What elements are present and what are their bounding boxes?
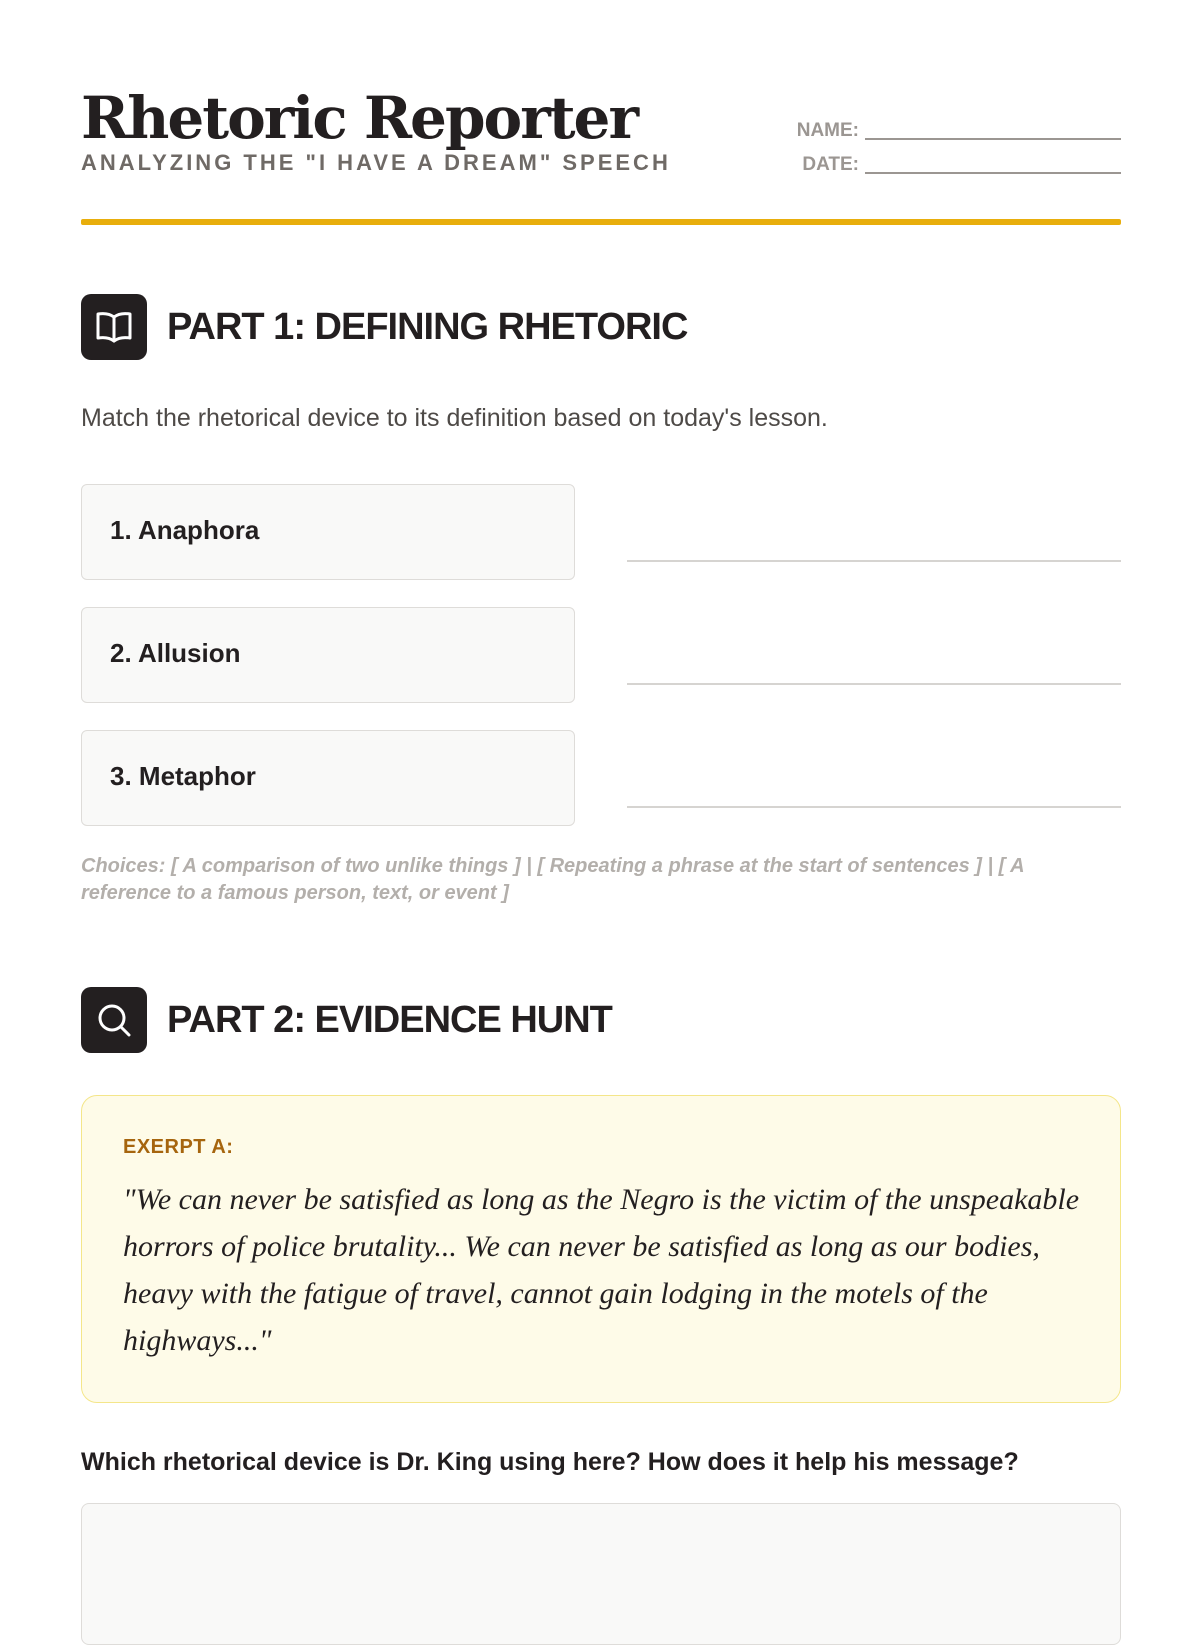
magnifier-icon xyxy=(81,987,147,1053)
excerpt-label: EXERPT A: xyxy=(123,1136,234,1158)
match-row xyxy=(81,607,1121,703)
part1-instructions: Match the rhetorical device to its definition based on today's lesson. xyxy=(81,404,828,432)
answer-line[interactable] xyxy=(627,560,1121,562)
page-subtitle: ANALYZING THE "I HAVE A DREAM" SPEECH xyxy=(81,150,671,175)
excerpt-quote: "We can never be satisfied as long as the Negro is the victim of the unspeakable horrors of police brutality... We can never be satisfied as long as our bodies, heavy with the fatigue of travel, cannot gain lodging in the motels of the highways..." xyxy=(123,1183,1080,1357)
excerpt-card xyxy=(81,1095,1121,1403)
term-box xyxy=(81,607,575,703)
evidence-question: Which rhetorical device is Dr. King using here? How does it help his message? xyxy=(81,1448,1019,1476)
header-divider xyxy=(81,219,1121,225)
date-row xyxy=(781,154,1121,188)
part1-title: PART 1: DEFINING RHETORIC xyxy=(167,306,688,348)
part1-heading xyxy=(81,294,1121,360)
term-label: 3. Metaphor xyxy=(110,761,256,791)
term-label: 2. Allusion xyxy=(110,638,241,668)
name-row xyxy=(781,120,1121,154)
term-box xyxy=(81,730,575,826)
response-box[interactable] xyxy=(81,1503,1121,1645)
worksheet-header xyxy=(81,78,1121,228)
choices-note: Choices: [ A comparison of two unlike things ] | [ Repeating a phrase at the start of sentences ] | [ A reference to a famous person, text, or event ] xyxy=(81,855,1024,904)
term-box xyxy=(81,484,575,580)
open-book-icon xyxy=(81,294,147,360)
part2-heading xyxy=(81,987,1121,1053)
date-label: DATE: xyxy=(802,154,859,175)
name-field[interactable] xyxy=(865,138,1121,140)
answer-line[interactable] xyxy=(627,806,1121,808)
match-row xyxy=(81,484,1121,580)
name-label: NAME: xyxy=(796,120,859,141)
page-title: Rhetoric Reporter xyxy=(81,84,637,152)
student-info xyxy=(781,120,1121,188)
part2-title: PART 2: EVIDENCE HUNT xyxy=(167,999,612,1041)
answer-line[interactable] xyxy=(627,683,1121,685)
date-field[interactable] xyxy=(865,172,1121,174)
match-row xyxy=(81,730,1121,826)
term-label: 1. Anaphora xyxy=(110,515,260,545)
